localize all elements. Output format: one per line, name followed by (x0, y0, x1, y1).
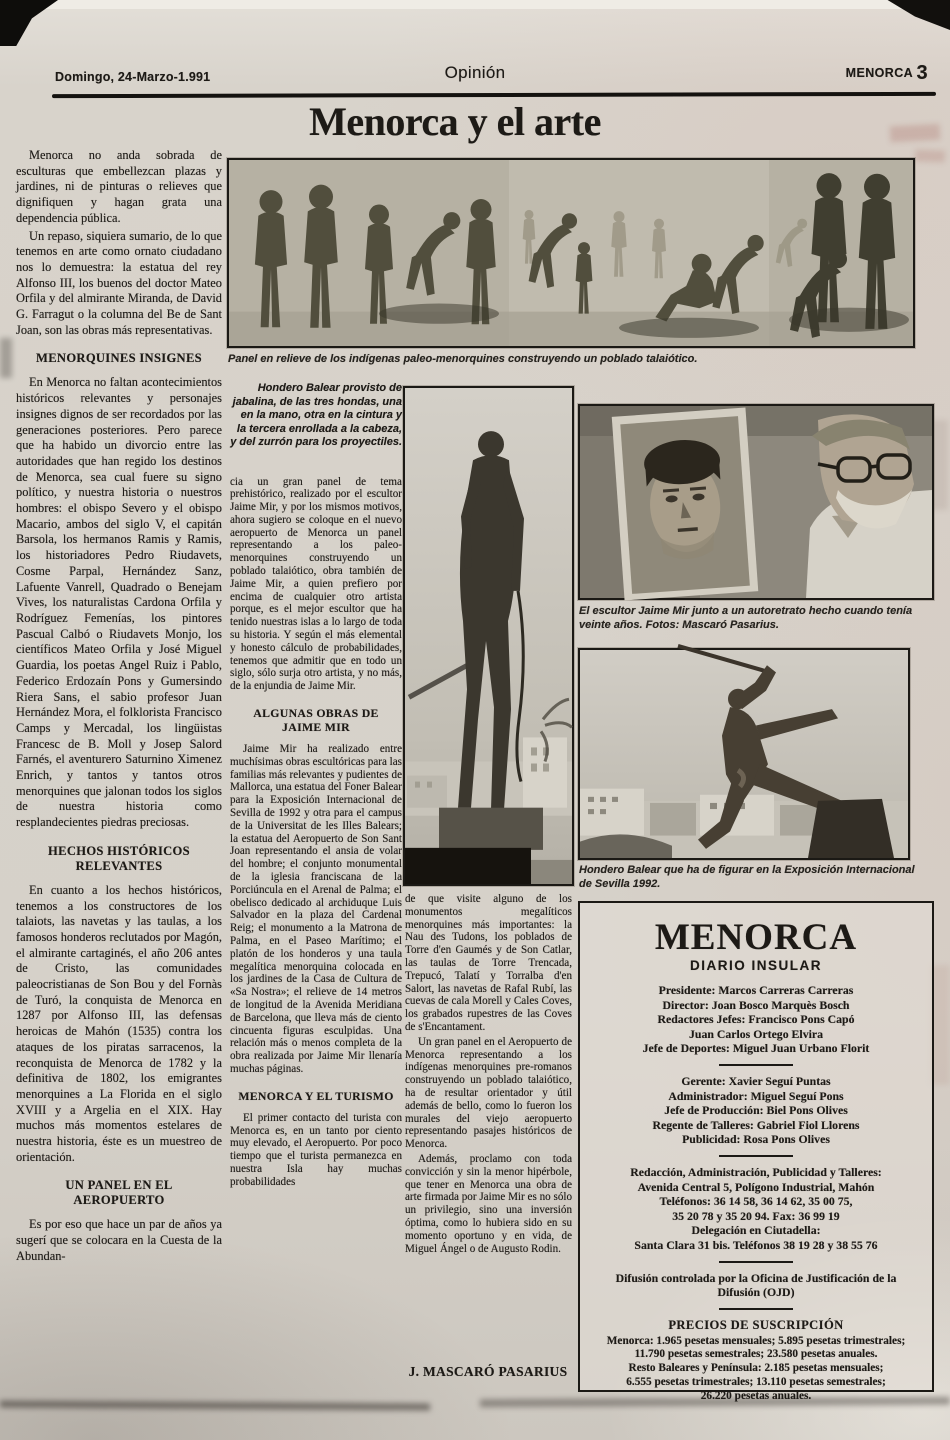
masthead-line: Juan Carlos Ortego Elvira (688, 1026, 824, 1041)
masthead-address-line: Avenida Central 5, Polígono Industrial, Mahón (637, 1179, 875, 1194)
subheading: MENORCA Y EL TURISMO (238, 1088, 394, 1103)
masthead-page-number (846, 62, 928, 85)
article-column-1 (16, 148, 222, 1433)
masthead-line: Gerente: Xavier Seguí Puntas (681, 1073, 831, 1088)
page-number: 3 (916, 62, 928, 84)
photo-sculptor-jaime-mir (578, 404, 934, 600)
paragraph: Un gran panel en el Aeropuerto de Menorca representando a los indígenas menorquines pre-romanos construyendo un poblado talaiótico, ha de resultar orientador y útil además de bello, como lo fueron los murales del viejo aeropuerto representando pasajes históricos de Menorca. (405, 1035, 572, 1151)
paragraph: Menorca no anda sobrada de esculturas que embellezcan plazas y jardines, ni de pinturas o relieves que dignifiquen y hagan grata una dependencia pública. (16, 148, 222, 225)
paragraph: Jaime Mir ha realizado entre muchísimas obras escultóricas para las familias más relevantes y pudientes de Mallorca, una estatua del Foner Balear para la Exposición Internacional de Sevilla de 1992 y otra para el campus de la Universitat de les Illes Balears; la estatua del Aeropuerto de Son Sant Joan representando el ansia de volar del hombre; el conjunto monumental de la iglesia franciscana de la Porciúncula en el Arenal de Palma; el obelisco dedicado al archiduque Luis Salvador en la plaza del Cardenal Reig; el monumento a la Matrona de Palma, en el Paseo Marítimo; el platón de los honderos y una taula megalítica menorquina colocada en los jardines de la Casa de Cultura de «Sa Nostra»; el relieve de 14 metros de longitud de la Avenida Meridiana de Barcelona, que lleva más de ciento cincuenta figuras esculpidas. Una relación más o menos completa de la obra realizada por Jaime Mir llenaría muchas páginas. (230, 743, 402, 1075)
masthead-line: Jefe de Producción: Biel Pons Olives (664, 1103, 848, 1118)
photo-hondero-statue (403, 386, 574, 886)
masthead-subtitle: DIARIO INSULAR (690, 958, 822, 973)
sculptor-illustration (580, 406, 932, 598)
price-line: 26.220 pesetas anuales. (700, 1389, 812, 1402)
masthead-divider (719, 1308, 793, 1310)
hondero-bronze-illustration (580, 650, 908, 858)
price-line: Resto Baleares y Península: 2.185 pesetas mensuales; (628, 1362, 884, 1375)
masthead-line: Presidente: Marcos Carreras Carreras (658, 983, 854, 997)
hondero-statue-illustration (405, 388, 572, 884)
price-line: Menorca: 1.965 pesetas mensuales; 5.895 pesetas trimestrales; (606, 1334, 906, 1347)
statue-caption: Hondero Balear provisto de jabalina, de las tres hondas, una en la mano, otra en la cintura y la tercera enrollada a la cabeza, y del zurrón para los proyectiles. (230, 382, 402, 448)
masthead-line: Jefe de Deportes: Miguel Juan Urbano Florit (642, 1041, 870, 1056)
paragraph: El primer contacto del turista con Menorca es, en un tanto por ciento muy elevado, el Aeropuerto. Por poco tiempo que el turista permanezca en nuestra Isla hay muchas probabilidades (230, 1111, 402, 1188)
paragraph: Además, proclamo con toda convicción y sin la menor hipérbole, que tener en Menorca una obra de arte firmada por Jaime Mir es no sólo un privilegio, sino una inversión óptima, como lo hubiera sido en su momento oportuno y en vida, de Miguel Ángel o de Augusto Rodin. (405, 1152, 572, 1255)
subheading: HECHOS HISTÓRICOS RELEVANTES (48, 843, 190, 873)
photo-hondero-bronze (578, 648, 910, 860)
price-line: 11.790 pesetas semestrales; 23.580 pesetas anuales. (634, 1348, 878, 1361)
masthead-line: Redactores Jefes: Francisco Pons Capó (657, 1012, 855, 1027)
scan-edge (0, 0, 950, 9)
masthead-box (578, 901, 934, 1402)
photo-relief-panel (227, 158, 915, 348)
subheading: ALGUNAS OBRAS DE JAIME MIR (253, 706, 379, 735)
masthead-address-line: Delegación en Ciutadella: (691, 1223, 821, 1238)
masthead-line: Director: Joan Bosco Marquès Bosch (662, 997, 850, 1012)
paragraph: de que visite alguno de los monumentos megalíticos menorquines más importantes: la Nau des Tudons, los poblados de Torre d'en Gaumés y de Son Catlar, las taulas de Torre Trencada, Trepucó, Talatí y Torralba d'en Salort, las navetas de Rafal Rubí, las cuevas de cala Morell y Cales Coves, los grabados rupestres de las Coves de s'Encantament. (405, 893, 572, 1033)
photo-caption: El escultor Jaime Mir junto a un autoretrato hecho cuando tenía veinte años. Fotos: Mascaró Pasarius. (579, 605, 913, 631)
paragraph: Un repaso, siquiera sumario, de lo que tenemos en arte como ornato ciudadano nos lo demuestra: la estatua del rey Alfonso III, los buenos del doctor Mateo Orfila y del almirante Miranda, de David G. Farragut o la columna del Be de Sant Joan, son las obras más representativas. (16, 228, 222, 337)
masthead-divider (719, 1261, 793, 1263)
masthead-line: Publicidad: Rosa Pons Olives (682, 1132, 830, 1147)
relief-panel-illustration (229, 160, 913, 346)
section-title: Opinión (444, 63, 506, 82)
masthead-ojd: Difusión controlada por la Oficina de Justificación de la Difusión (OJD) (615, 1270, 897, 1300)
ink-bleed-mark (915, 149, 945, 162)
subheading: MENORQUINES INSIGNES (36, 351, 202, 366)
article-column-2 (230, 382, 402, 1404)
masthead-address-line: 35 20 78 y 35 20 94. Fax: 36 99 19 (672, 1208, 840, 1223)
author-signature: J. MASCARÓ PASARIUS (408, 1364, 568, 1379)
price-line: 6.555 pesetas trimestrales; 13.110 pesetas semestrales; (626, 1376, 886, 1389)
masthead-address-line: Teléfonos: 36 14 58, 36 14 62, 35 00 75, (659, 1194, 853, 1209)
subscription-prices-title: PRECIOS DE SUSCRIPCIÓN (668, 1317, 844, 1332)
subheading: UN PANEL EN EL AEROPUERTO (65, 1178, 173, 1208)
page-date: Domingo, 24-Marzo-1.991 (55, 70, 211, 84)
masthead-address-line: Santa Clara 31 bis. Teléfonos 38 19 28 y 38 55 76 (634, 1237, 878, 1252)
article-column-3 (405, 893, 572, 1345)
masthead-divider (719, 1064, 793, 1066)
photo-caption: Panel en relieve de los indígenas paleo-menorquines construyendo un poblado talaiótico. (228, 353, 698, 365)
masthead-address-line: Redacción, Administración, Publicidad y Talleres: (630, 1164, 882, 1179)
masthead-brand: MENORCA (654, 917, 858, 958)
masthead-line: Administrador: Miguel Seguí Pons (668, 1088, 844, 1103)
paragraph: En cuanto a los hechos históricos, tenemos a los constructores de los talaiots, las navetas y las taulas, a los famosos honderos reclutados por Magón, el almirante cartaginés, el año 206 antes de Cristo, las comunidades paleocristianas de Son Bou y del Fornàs de Turó, la conquista de Menorca en 1287 por Alfonso III, las defensas heroicas de Mahón (1535) contra los ataques de los piratas sarracenos, la reconquista de Menorca de 1782 y la definitiva de 1802, los emigrantes menorquines a La Florida en el siglo XVIII y a Argelia en el XIX. Hay muchos más momentos estelares de nuestra historia, éste es un muestreo de orientación. (16, 882, 222, 1164)
photo-caption: Hondero Balear que ha de figurar en la Exposición Internacional de Sevilla 1992. (579, 864, 915, 890)
paragraph: En Menorca no faltan acontecimientos históricos relevantes y personajes insignes dignos de ser recordados por las generaciones posteriores. Pero parece que ha habido un divorcio entre las autoridades que han regido los destinos de Menorca, sea cual fuere su signo político, y nuestra historia o nuestros hombres: el obispo Severo y el obispo Macario, ambos del siglo V, el capitán Barsola, los hermanos Ramis y Ramis, los historiadores Pedro Riudavets, Cosme Parpal, Hernández Sanz, Lafuente Vanrell, Quadrado o Benejam Vives, los naturalistas Cardona Orfila y Rodríguez Femenías, los pintores Pascual Calbó o Riudavets Monjo, los científicos Mateo Orfila y José Miguel Guardia, los poetas Angel Ruiz i Pablo, Federico Erdozaín Pons y Gumersindo Riera Sans, el sabio profesor Juan Hernández Mora, el folklorista Francisco Camps y Mercadal, los lingüistas Francesc de B. Moll y Josep Salord Farnés, el aventurero Saturnino Ximenez Enrich, y tantos y tantos otros menorquines que jalonan todos los siglos de nuestra historia como resplandecientes piedras preciosas. (16, 375, 222, 830)
brand-name: MENORCA (845, 66, 913, 80)
ink-bleed-mark (0, 338, 12, 378)
masthead-divider (719, 1155, 793, 1157)
paragraph: Es por eso que hace un par de años ya sugerí que se colocara en la Cuesta de la Abundan- (16, 1217, 222, 1263)
article-title: Menorca y el arte (309, 99, 601, 144)
masthead-line: Regente de Talleres: Gabriel Fiol Llorens (652, 1117, 860, 1132)
paragraph: cia un gran panel de tema prehistórico, realizado por el escultor Jaime Mir, y por los mismos motivos, ahora sugiero se coloque en el nuevo aeropuerto de Menorca un panel representando a los paleo-menorquines construyendo un poblado talaiótico, obra también de Jaime Mir, a quien prefiero por encima de cualquier otro artista porque, es el mejor escultor que ha tenido nuestras islas a lo largo de toda su historia. Y según el más elemental y honesto cálculo de probabilidades, tenemos que admitir que en todo un siglo, sólo surja otro artista, y no más, de la enjundia de Jaime Mir. (230, 475, 402, 693)
